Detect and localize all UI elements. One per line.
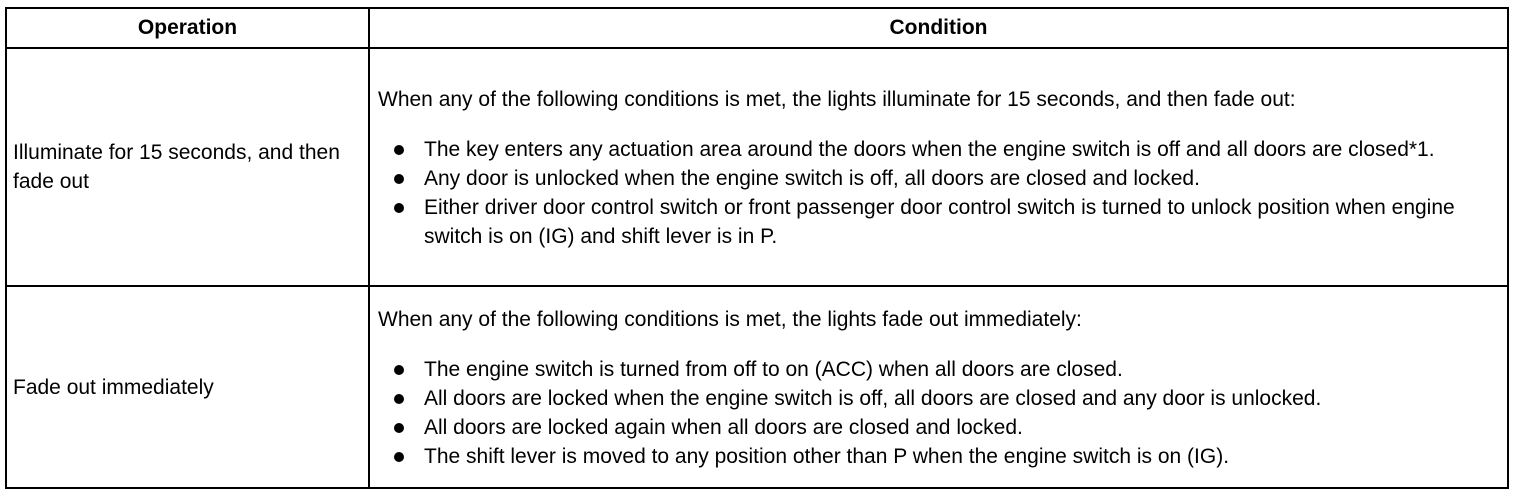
condition-item bbox=[378, 193, 1501, 251]
bullet-icon bbox=[394, 203, 404, 213]
condition-intro: When any of the following conditions is met, the lights illuminate for 15 seconds, and then fade out: bbox=[378, 88, 1296, 111]
condition-column-header: Condition bbox=[369, 8, 1508, 48]
condition-item-text: The engine switch is turned from off to on (ACC) when all doors are closed. bbox=[424, 358, 1123, 381]
condition-item bbox=[378, 164, 1501, 193]
condition-item-text: Any door is unlocked when the engine switch is off, all doors are closed and locked. bbox=[424, 167, 1200, 190]
condition-list bbox=[378, 355, 1501, 471]
condition-item-text: The shift lever is moved to any position other than P when the engine switch is on (IG). bbox=[424, 445, 1230, 468]
table-row bbox=[6, 48, 1508, 286]
bullet-icon bbox=[394, 452, 404, 462]
bullet-icon bbox=[394, 145, 404, 155]
condition-cell bbox=[369, 48, 1508, 286]
bullet-icon bbox=[394, 174, 404, 184]
table-row bbox=[6, 286, 1508, 488]
condition-intro: When any of the following conditions is met, the lights fade out immediately: bbox=[378, 308, 1082, 331]
condition-list bbox=[378, 135, 1501, 251]
operation-column-header: Operation bbox=[6, 8, 369, 48]
conditions-table bbox=[5, 7, 1509, 489]
condition-item-text: All doors are locked again when all doors are closed and locked. bbox=[424, 416, 1023, 439]
condition-item-text: All doors are locked when the engine switch is off, all doors are closed and any door is unlocked. bbox=[424, 387, 1322, 410]
header-row bbox=[6, 8, 1508, 48]
condition-item bbox=[378, 413, 1501, 442]
condition-item bbox=[378, 135, 1501, 164]
bullet-icon bbox=[394, 394, 404, 404]
operation-cell: Illuminate for 15 seconds, and then fade out bbox=[6, 48, 369, 286]
condition-cell bbox=[369, 286, 1508, 488]
bullet-icon bbox=[394, 423, 404, 433]
condition-item bbox=[378, 355, 1501, 384]
condition-item bbox=[378, 442, 1501, 471]
bullet-icon bbox=[394, 365, 404, 375]
operation-cell: Fade out immediately bbox=[6, 286, 369, 488]
condition-item bbox=[378, 384, 1501, 413]
condition-item-text: The key enters any actuation area around the doors when the engine switch is off and all doors are closed*1. bbox=[424, 138, 1435, 161]
condition-item-text: Either driver door control switch or front passenger door control switch is turned to unlock position when engine switch is on (IG) and shift lever is in P. bbox=[424, 196, 1455, 248]
